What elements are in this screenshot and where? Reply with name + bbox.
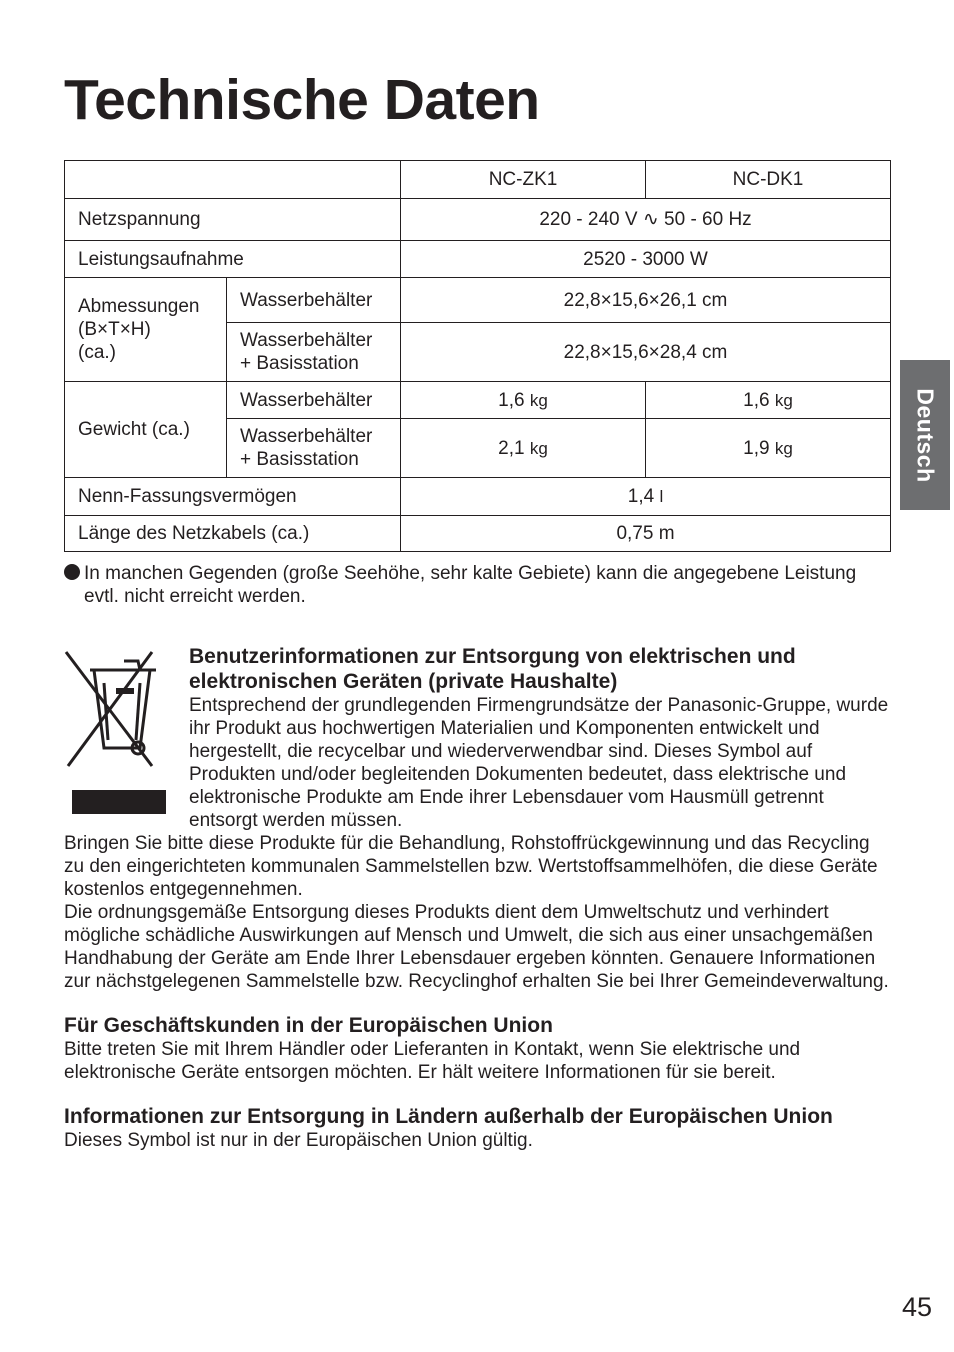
specs-table <box>64 160 891 552</box>
outside-eu-heading: Informationen zur Entsorgung in Ländern außerhalb der Europäischen Union <box>64 1105 833 1128</box>
abm-basis-label <box>227 323 401 382</box>
value: 1,6 <box>498 389 525 411</box>
kabel-value: 0,75 m <box>401 516 891 552</box>
table-row <box>65 516 891 552</box>
disposal-paragraph: Bringen Sie bitte diese Produkte für die Behandlung, Rohstoffrückgewinnung und das Recycling zu den eingerichteten kommunalen Sammelstellen bzw. Wertstoffsammelhöfen, die diese Geräte kostenlos entgegennehmen. <box>64 833 878 900</box>
abm-wasser-label: Wasserbehälter <box>227 278 401 323</box>
table-row <box>65 478 891 516</box>
table-row <box>65 199 891 241</box>
business-text: Bitte treten Sie mit Ihrem Händler oder Lieferanten in Kontakt, wenn Sie elektrische und elektronische Geräte entsorgen möchten. Er hält weitere Informationen für sie bereit. <box>64 1039 801 1083</box>
note <box>64 562 884 608</box>
unit-kg: kg <box>529 438 548 458</box>
page-title: Technische Daten <box>64 68 540 132</box>
unit-l: l <box>659 487 664 506</box>
disposal-section <box>64 644 894 1152</box>
gew-basis-zk1 <box>401 419 646 478</box>
label-line: Wasserbehälter <box>240 330 373 351</box>
kabel-label: Länge des Netzkabels (ca.) <box>65 516 401 552</box>
abmessungen-label-line: (ca.) <box>78 342 116 363</box>
unit-kg: kg <box>529 390 548 410</box>
page-number: 45 <box>902 1292 933 1322</box>
business-heading: Für Geschäftskunden in der Europäischen Union <box>64 1014 553 1037</box>
header-empty-cell <box>65 161 401 199</box>
table-row <box>65 382 891 419</box>
label-line: + Basisstation <box>240 449 359 470</box>
abm-basis-value: 22,8×15,6×28,4 cm <box>401 323 891 382</box>
gew-wasser-dk1 <box>646 382 891 419</box>
outside-eu-text: Dieses Symbol ist nur in der Europäischen Union gültig. <box>64 1130 533 1151</box>
value: 2,1 <box>498 437 525 459</box>
value: 1,4 <box>627 486 655 507</box>
leistung-value: 2520 - 3000 W <box>401 241 891 278</box>
abmessungen-label-line: (B×T×H) <box>78 319 151 340</box>
gew-basis-label <box>227 419 401 478</box>
unit-kg: kg <box>774 390 793 410</box>
disposal-paragraph: Die ordnungsgemäße Entsorgung dieses Produkts dient dem Umweltschutz und verhindert mögliche schädliche Auswirkungen auf Mensch und Umwelt, die sich aus einer unsachgemäßen Handhabung der Geräte am Ende Ihrer Lebensdauer ergeben könnten. Genauere Informationen zur nächstgelegenen Sammelstelle bzw. Recyclinghof erhalten Sie bei Ihrer Gemeindeverwaltung. <box>64 902 889 992</box>
language-tab-label: Deutsch <box>912 387 939 483</box>
table-header-row <box>65 161 891 199</box>
note-text: In manchen Gegenden (große Seehöhe, sehr kalte Gebiete) kann die angegebene Leistung evtl. nicht erreicht werden. <box>84 563 857 607</box>
gewicht-label: Gewicht (ca.) <box>65 382 227 478</box>
table-row <box>65 241 891 278</box>
label-line: Wasserbehälter <box>240 426 373 447</box>
gew-wasser-zk1 <box>401 382 646 419</box>
table-row <box>65 278 891 323</box>
model-header-dk1: NC-DK1 <box>646 161 891 199</box>
abmessungen-label-line: Abmessungen <box>78 296 200 317</box>
gew-wasser-label: Wasserbehälter <box>227 382 401 419</box>
bullet-icon <box>64 564 80 580</box>
value: 1,6 <box>743 389 770 411</box>
label-line: + Basisstation <box>240 353 359 374</box>
model-header-zk1: NC-ZK1 <box>401 161 646 199</box>
netzspannung-value: 220 - 240 V ∿ 50 - 60 Hz <box>401 199 891 241</box>
disposal-lead-text: Entsprechend der grundlegenden Firmengrundsätze der Panasonic-Gruppe, wurde ihr Produkt aus hochwertigen Materialien und Komponenten entwickelt und hergestellt, die recycelbar und wiederverwendbar sind. Dieses Symbol auf Produkten und/oder begleitenden Dokumenten bedeutet, dass elektrische und elektronische Produkte am Ende ihrer Lebensdauer vom Hausmüll getrennt entsorgt werden müssen. <box>189 695 889 831</box>
abm-wasser-value: 22,8×15,6×26,1 cm <box>401 278 891 323</box>
fassung-value <box>401 478 891 516</box>
value: 1,9 <box>743 437 770 459</box>
fassung-label: Nenn-Fassungsvermögen <box>65 478 401 516</box>
unit-kg: kg <box>774 438 793 458</box>
netzspannung-label: Netzspannung <box>65 199 401 241</box>
leistung-label: Leistungsaufnahme <box>65 241 401 278</box>
abmessungen-label <box>65 278 227 382</box>
gew-basis-dk1 <box>646 419 891 478</box>
disposal-heading: Benutzerinformationen zur Entsorgung von elektrischen und elektronischen Geräten (private Haushalte) <box>189 645 796 693</box>
disposal-lead <box>189 644 894 832</box>
language-tab <box>900 360 950 510</box>
